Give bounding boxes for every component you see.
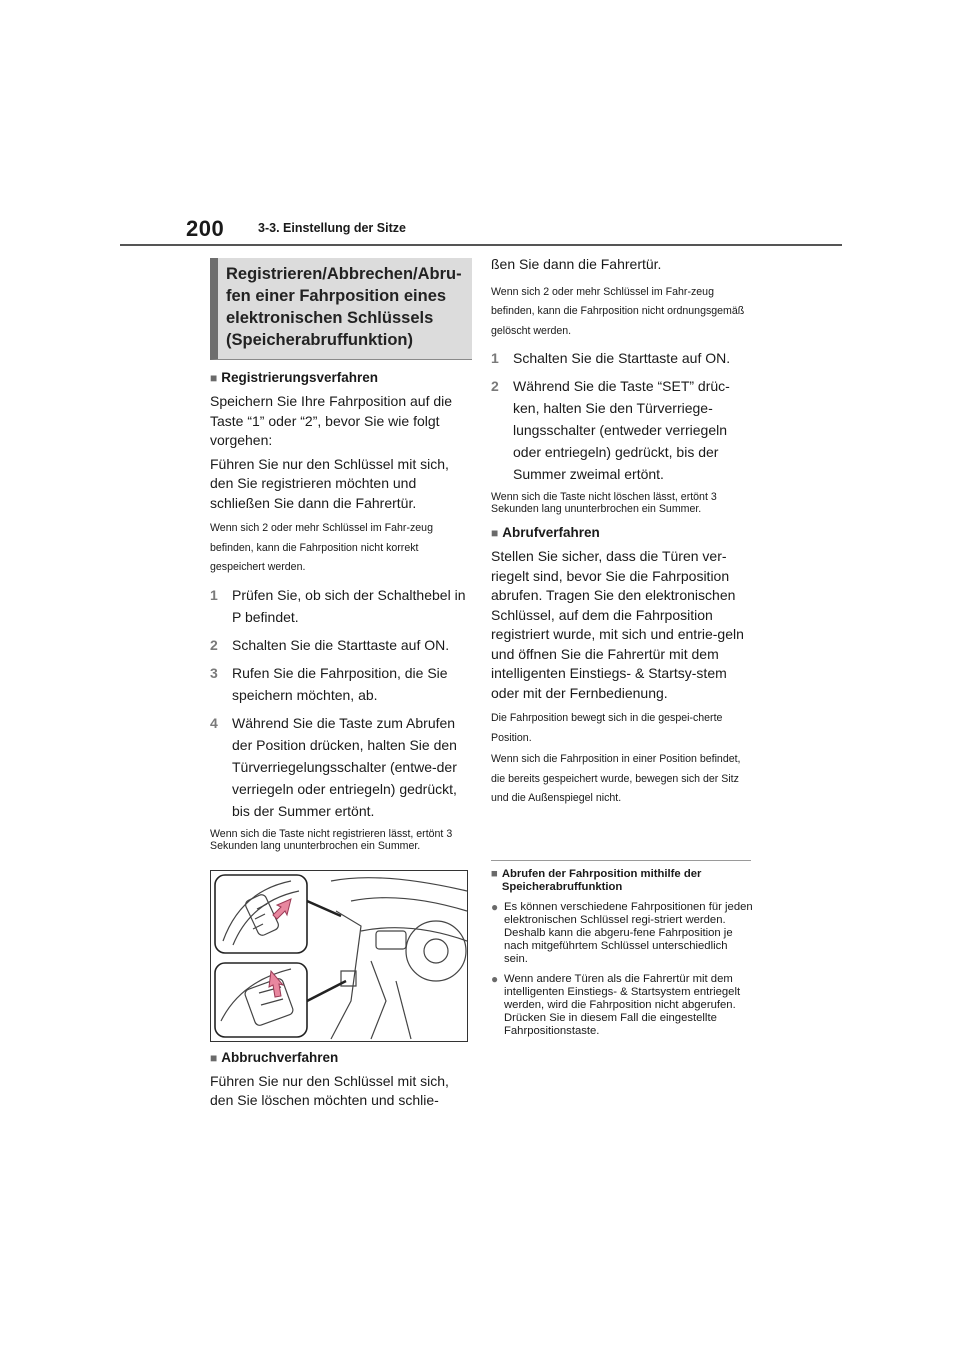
- note: Wenn sich die Taste nicht registrieren lässt, ertönt 3 Sekunden lang ununterbrochen ein Summer.: [210, 827, 453, 852]
- page-number: 200: [186, 216, 225, 241]
- info-box: [491, 860, 753, 1038]
- right-column: [491, 255, 753, 809]
- paragraph: Stellen Sie sicher, dass die Türen ver-riegelt sind, bevor Sie die Fahrposition abrufen. Tragen Sie den elektronischen Schlüssel, auf dem die Fahrposition registriert wurde, mit sich und entrie-geln und öffnen Sie die Fahrertür mit dem intelligenten Einstiegs- & Startsy-stem oder mit der Fernbedienung.: [491, 548, 744, 701]
- step-item: 1 Prüfen Sie, ob sich der Schalthebel in P befindet.: [210, 586, 466, 625]
- door-switch-illustration-drawing: [211, 871, 467, 1041]
- paragraph: ßen Sie dann die Fahrertür.: [491, 256, 662, 272]
- info-bullet: ● Es können verschiedene Fahrpositionen für jeden elektronischen Schlüssel regi-striert werden. Deshalb kann die abgeru-fene Fahrposition je nach mitgeführtem Schlüssel unterschiedlich sein.: [491, 900, 753, 965]
- paragraph: Speichern Sie Ihre Fahrposition auf die Taste “1” oder “2”, bevor Sie wie folgt vorgehen:: [210, 393, 453, 448]
- door-switch-illustration: [210, 870, 468, 1042]
- note: Wenn sich 2 oder mehr Schlüssel im Fahr-zeug befinden, kann die Fahrposition nicht ordnungsgemäß gelöscht werden.: [491, 285, 745, 337]
- step-item: 4 Während Sie die Taste zum Abrufen der Position drücken, halten Sie den Türverriegelungsschalter (entwe-der verriegeln oder entriegeln) gedrückt, bis der Summer ertönt.: [210, 714, 457, 819]
- subheading-recall: ■ Abrufverfahren: [491, 525, 600, 540]
- section-title: 3-3. Einstellung der Sitze: [258, 221, 406, 235]
- step-item: 2 Während Sie die Taste “SET” drüc-ken, halten Sie den Türverriege-lungsschalter (entweder verriegeln oder entriegeln) gedrückt, bis der Summer zweimal ertönt.: [491, 378, 730, 482]
- info-rule: [491, 860, 751, 861]
- info-bullet: ● Wenn andere Türen als die Fahrertür mit dem intelligenten Einstiegs- & Startsystem entriegelt werden, wird die Fahrposition nicht abgerufen. Drücken Sie in diesem Fall die eingestellte Fahrpositionstaste.: [491, 972, 741, 1037]
- step-item: 1 Schalten Sie die Starttaste auf ON.: [491, 350, 731, 366]
- paragraph: Führen Sie nur den Schlüssel mit sich, den Sie löschen möchten und schlie-: [210, 1072, 449, 1108]
- subheading-registration: ■ Registrierungsverfahren: [210, 370, 379, 385]
- header-rule: [120, 244, 842, 246]
- note: Wenn sich die Fahrposition in einer Position befindet, die bereits gespeichert wurde, bewegen sich der Sitz und die Außenspiegel nicht.: [491, 753, 741, 804]
- paragraph: Führen Sie nur den Schlüssel mit sich, den Sie registrieren möchten und schließen Sie dann die Fahrertür.: [210, 455, 449, 511]
- note: Wenn sich 2 oder mehr Schlüssel im Fahr-zeug befinden, kann die Fahrposition nicht korrekt gespeichert werden.: [210, 522, 433, 573]
- step-item: 2 Schalten Sie die Starttaste auf ON.: [210, 636, 450, 653]
- subheading-cancel: ■ Abbruchverfahren: [210, 1049, 339, 1065]
- info-heading: ■ Abrufen der Fahrposition mithilfe der Speicherabruffunktion: [491, 868, 702, 893]
- left-column: [210, 258, 472, 1111]
- section-heading: Registrieren/Abbrechen/Abru-fen einer Fahrposition eines elektronischen Schlüssels (Speicherabruffunktion): [210, 258, 472, 360]
- note: Die Fahrposition bewegt sich in die gespei-cherte Position.: [491, 712, 723, 744]
- step-item: 3 Rufen Sie die Fahrposition, die Sie speichern möchten, ab.: [210, 664, 448, 703]
- note: Wenn sich die Taste nicht löschen lässt, ertönt 3 Sekunden lang ununterbrochen ein Summer.: [491, 491, 717, 515]
